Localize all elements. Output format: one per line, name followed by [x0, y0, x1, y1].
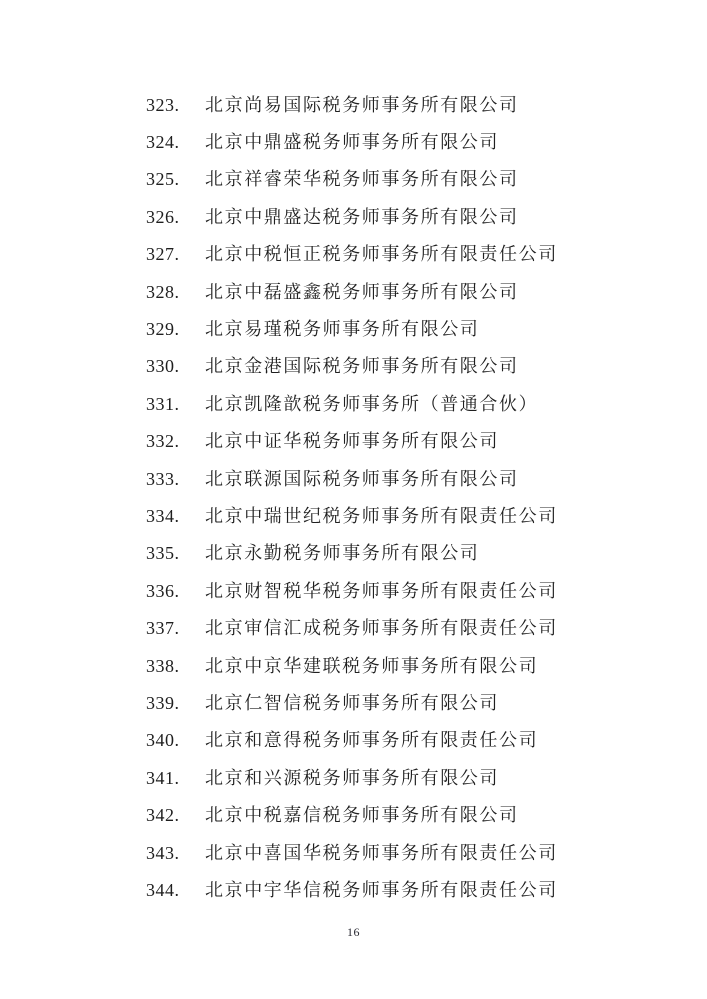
- list-item: [0, 161, 707, 198]
- company-name: 北京中鼎盛税务师事务所有限公司: [205, 132, 499, 153]
- item-number: 329.: [146, 319, 180, 340]
- company-name: 北京中瑞世纪税务师事务所有限责任公司: [205, 505, 558, 526]
- item-number: 334.: [146, 505, 180, 526]
- list-item: [0, 423, 707, 460]
- item-number: 337.: [146, 618, 180, 639]
- item-number: 324.: [146, 132, 180, 153]
- list-item: [0, 647, 707, 684]
- list-item: [0, 684, 707, 721]
- list-item: [0, 759, 707, 796]
- item-number: 342.: [146, 805, 180, 826]
- company-name: 北京中宇华信税务师事务所有限责任公司: [205, 879, 558, 900]
- item-number: 325.: [146, 169, 180, 190]
- list-item: [0, 348, 707, 385]
- company-name: 北京中税恒正税务师事务所有限责任公司: [205, 244, 558, 265]
- company-name: 北京中证华税务师事务所有限公司: [205, 431, 499, 452]
- list-item: [0, 497, 707, 534]
- list-item: [0, 123, 707, 160]
- list-item: [0, 572, 707, 609]
- item-number: 344.: [146, 879, 180, 900]
- item-number: 332.: [146, 431, 180, 452]
- list-item: [0, 236, 707, 273]
- company-name: 北京财智税华税务师事务所有限责任公司: [205, 580, 558, 601]
- company-name: 北京中喜国华税务师事务所有限责任公司: [205, 842, 558, 863]
- item-number: 336.: [146, 580, 180, 601]
- list-item: [0, 385, 707, 422]
- company-name: 北京中鼎盛达税务师事务所有限公司: [205, 206, 519, 227]
- list-item: [0, 198, 707, 235]
- company-name: 北京尚易国际税务师事务所有限公司: [205, 94, 519, 115]
- page-number: 16: [347, 925, 360, 939]
- company-name: 北京易瑾税务师事务所有限公司: [205, 319, 480, 340]
- company-name: 北京联源国际税务师事务所有限公司: [205, 468, 519, 489]
- item-number: 331.: [146, 393, 180, 414]
- item-number: 327.: [146, 244, 180, 265]
- list-item: [0, 273, 707, 310]
- list-item: [0, 609, 707, 646]
- company-name: 北京和兴源税务师事务所有限公司: [205, 767, 499, 788]
- item-number: 343.: [146, 842, 180, 863]
- company-name: 北京审信汇成税务师事务所有限责任公司: [205, 618, 558, 639]
- company-name: 北京和意得税务师事务所有限责任公司: [205, 730, 539, 751]
- item-number: 339.: [146, 692, 180, 713]
- company-name: 北京祥睿荣华税务师事务所有限公司: [205, 169, 519, 190]
- item-number: 338.: [146, 655, 180, 676]
- company-name: 北京中磊盛鑫税务师事务所有限公司: [205, 281, 519, 302]
- item-number: 335.: [146, 543, 180, 564]
- list-item: [0, 796, 707, 833]
- company-name: 北京永勤税务师事务所有限公司: [205, 543, 480, 564]
- company-name: 北京中税嘉信税务师事务所有限公司: [205, 805, 519, 826]
- list-item: [0, 310, 707, 347]
- item-number: 341.: [146, 767, 180, 788]
- list-item: [0, 871, 707, 908]
- list-item: [0, 535, 707, 572]
- company-name: 北京凯隆歆税务师事务所（普通合伙）: [205, 393, 539, 414]
- company-name: 北京中京华建联税务师事务所有限公司: [205, 655, 539, 676]
- company-name: 北京金港国际税务师事务所有限公司: [205, 356, 519, 377]
- item-number: 326.: [146, 206, 180, 227]
- company-list: [0, 86, 707, 909]
- list-item: [0, 722, 707, 759]
- item-number: 323.: [146, 94, 180, 115]
- list-item: [0, 86, 707, 123]
- list-item: [0, 460, 707, 497]
- item-number: 330.: [146, 356, 180, 377]
- item-number: 328.: [146, 281, 180, 302]
- company-name: 北京仁智信税务师事务所有限公司: [205, 692, 499, 713]
- item-number: 340.: [146, 730, 180, 751]
- item-number: 333.: [146, 468, 180, 489]
- list-item: [0, 834, 707, 871]
